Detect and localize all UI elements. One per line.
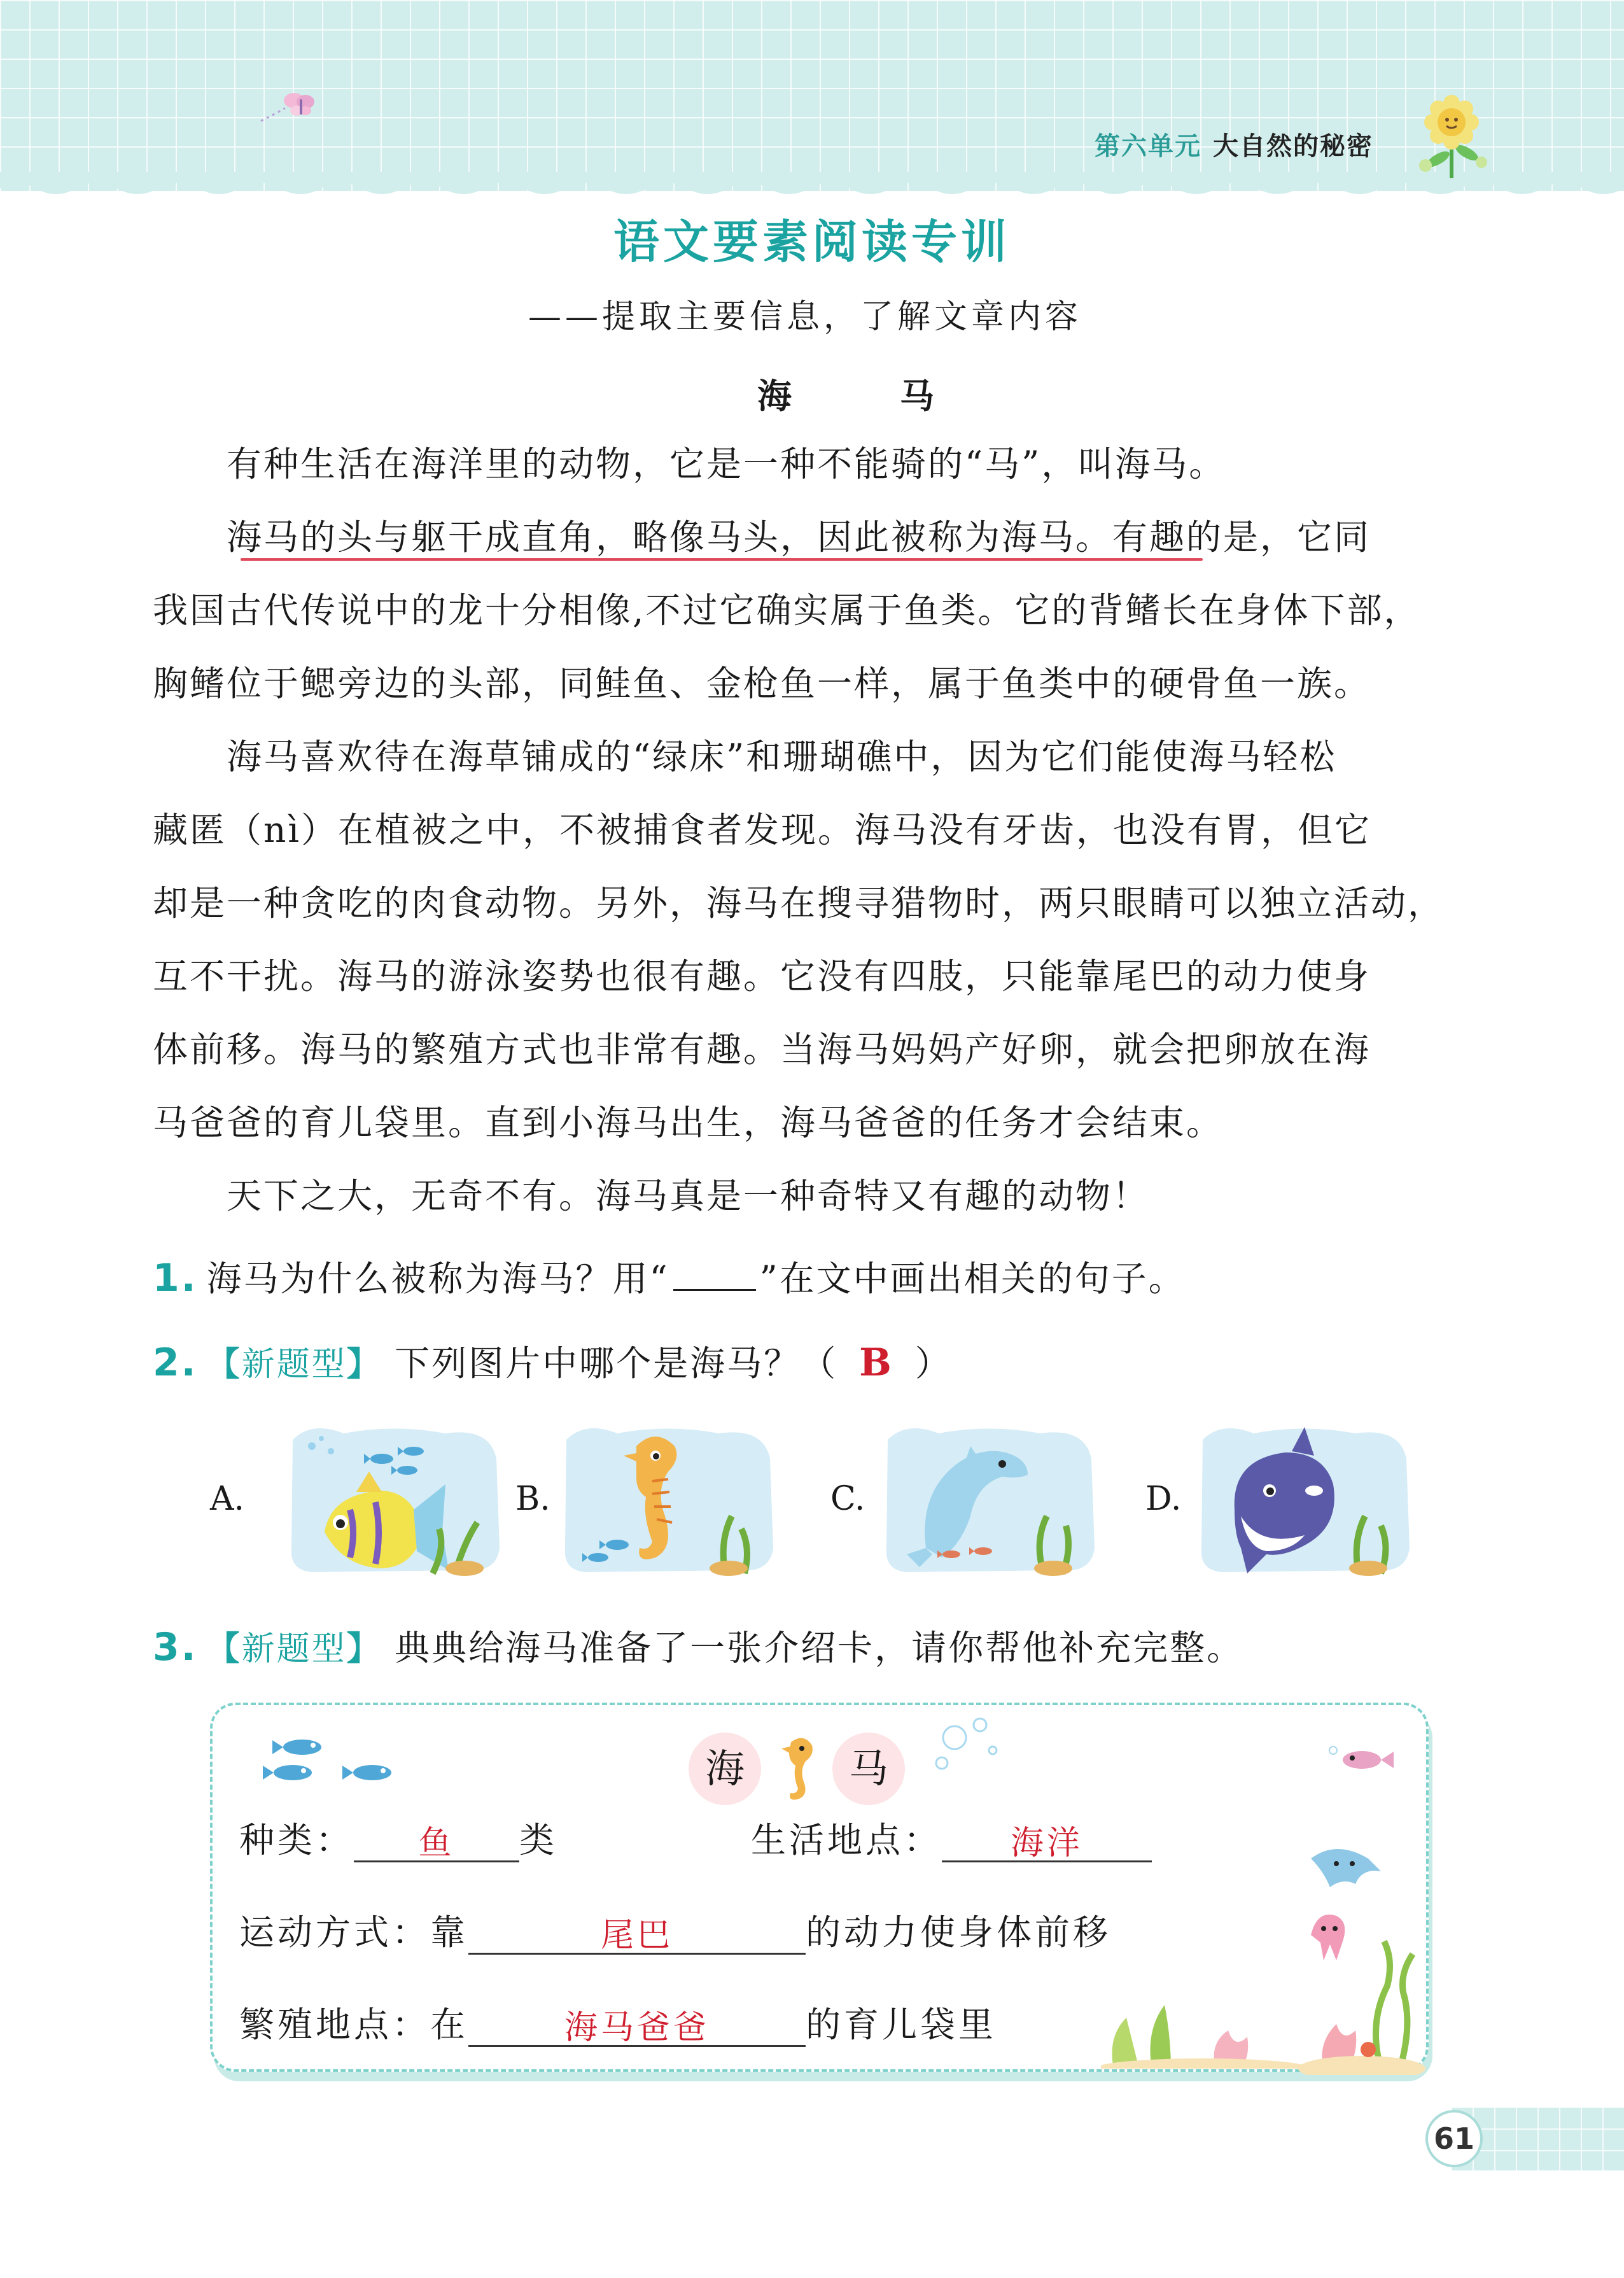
page-number: 61 <box>1425 2110 1483 2167</box>
kind-label: 种类： <box>239 1820 354 1860</box>
seahorse-icon <box>769 1733 826 1805</box>
tag-bracket: 【 <box>206 1630 242 1668</box>
new-type-tag <box>207 1630 382 1668</box>
question-number: 2. <box>153 1340 198 1385</box>
fish-picture <box>286 1421 503 1577</box>
move-answer: 尾巴 <box>468 1908 806 1955</box>
option-letter: A. <box>210 1480 245 1518</box>
sunflower-icon <box>1413 89 1495 185</box>
question-2 <box>153 1335 952 1386</box>
breed-answer: 海马爸爸 <box>468 2000 806 2047</box>
move-label: 运动方式：靠 <box>239 1912 469 1953</box>
card-title-left: 海 <box>689 1733 761 1805</box>
answer-underline <box>241 558 1203 561</box>
seahorse-picture <box>560 1421 776 1577</box>
unit-label <box>1095 126 1373 162</box>
unit-number: 第六单元 <box>1095 132 1201 161</box>
question-text: 典典给海马准备了一张介绍卡，请你帮他补充完整。 <box>395 1628 1244 1668</box>
header-band <box>0 0 1624 191</box>
article-line: 体前移。海马的繁殖方式也非常有趣。当海马妈妈产好卵，就会把卵放在海 <box>153 1029 1371 1070</box>
question-number: 3. <box>153 1625 198 1670</box>
article-line: 马爸爸的育儿袋里。直到小海马出生，海马爸爸的任务才会结束。 <box>153 1102 1224 1143</box>
article-title: 海 马 <box>757 376 971 416</box>
article-line: 天下之大，无奇不有。海马真是一种奇特又有趣的动物！ <box>153 1176 1150 1216</box>
question-text: ”在文中画出相关的句子。 <box>759 1258 1186 1299</box>
new-type-tag <box>207 1346 382 1384</box>
card-row-habitat <box>751 1812 1152 1862</box>
article-line: 海马喜欢待在海草铺成的“绿床”和珊瑚礁中，因为它们能使海马轻松 <box>153 736 1337 777</box>
tag-label: 新题型 <box>241 1630 347 1668</box>
bubbles-icon <box>929 1712 1018 1782</box>
fish-school-icon <box>242 1719 407 1789</box>
butterfly-icon <box>255 83 325 134</box>
breed-suffix: 的育儿袋里 <box>806 2004 997 2045</box>
article-line: 有种生活在海洋里的动物，它是一种不能骑的“马”，叫海马。 <box>153 444 1226 484</box>
article-line: 海马的头与躯干成直角，略像马头，因此被称为海马。有趣的是，它同 <box>153 517 1371 558</box>
article-line: 却是一种贪吃的肉食动物。另外，海马在搜寻猎物时，两只眼睛可以独立活动， <box>153 883 1445 924</box>
question-text: 下列图片中哪个是海马？（ <box>395 1343 838 1384</box>
habitat-label: 生活地点： <box>751 1820 942 1860</box>
article-line: 藏匿（nì）在植被之中，不被捕食者发现。海马没有牙齿，也没有胃，但它 <box>153 810 1372 850</box>
question-text: 海马为什么被称为海马？用“ <box>206 1258 669 1299</box>
card-title-right: 马 <box>832 1733 905 1805</box>
card-row-kind <box>239 1812 557 1862</box>
underline-sample <box>673 1262 756 1291</box>
tag-bracket: 】 <box>346 1346 382 1384</box>
sea-decoration-icon <box>1298 1833 1425 2075</box>
question-text: ） <box>914 1343 952 1384</box>
answer-choice: B <box>859 1340 893 1385</box>
option-letter: D. <box>1145 1480 1182 1518</box>
small-fish-icon <box>1324 1738 1413 1782</box>
unit-title: 大自然的秘密 <box>1213 132 1373 161</box>
option-letter: B. <box>515 1480 550 1518</box>
question-3 <box>153 1620 1243 1670</box>
page-subtitle: ——提取主要信息，了解文章内容 <box>528 298 1082 336</box>
question-1 <box>153 1251 1186 1301</box>
card-row-breeding <box>239 1997 997 2047</box>
tag-bracket: 】 <box>346 1630 382 1668</box>
move-suffix: 的动力使身体前移 <box>806 1912 1112 1953</box>
habitat-answer: 海洋 <box>942 1816 1152 1862</box>
article-line: 胸鳍位于鳃旁边的头部，同鲑鱼、金枪鱼一样，属于鱼类中的硬骨鱼一族。 <box>153 663 1371 704</box>
article-line: 我国古代传说中的龙十分相像,不过它确实属于鱼类。它的背鳍长在身体下部， <box>153 590 1421 631</box>
option-letter: C. <box>830 1480 865 1518</box>
kind-suffix: 类 <box>519 1820 558 1860</box>
tag-bracket: 【 <box>206 1346 242 1384</box>
kind-answer: 鱼 <box>354 1816 519 1862</box>
header-wave-border <box>0 172 1624 210</box>
page-title: 语文要素阅读专训 <box>613 215 1011 269</box>
breed-label: 繁殖地点：在 <box>239 2004 469 2045</box>
seaweed-coral-icon <box>1101 1979 1305 2069</box>
dolphin-picture <box>881 1421 1098 1577</box>
tag-label: 新题型 <box>241 1346 347 1384</box>
orca-picture <box>1196 1421 1413 1577</box>
question-number: 1. <box>153 1256 198 1300</box>
article-line: 互不干扰。海马的游泳姿势也很有趣。它没有四肢，只能靠尾巴的动力使身 <box>153 956 1371 997</box>
card-row-movement <box>239 1904 1111 1955</box>
